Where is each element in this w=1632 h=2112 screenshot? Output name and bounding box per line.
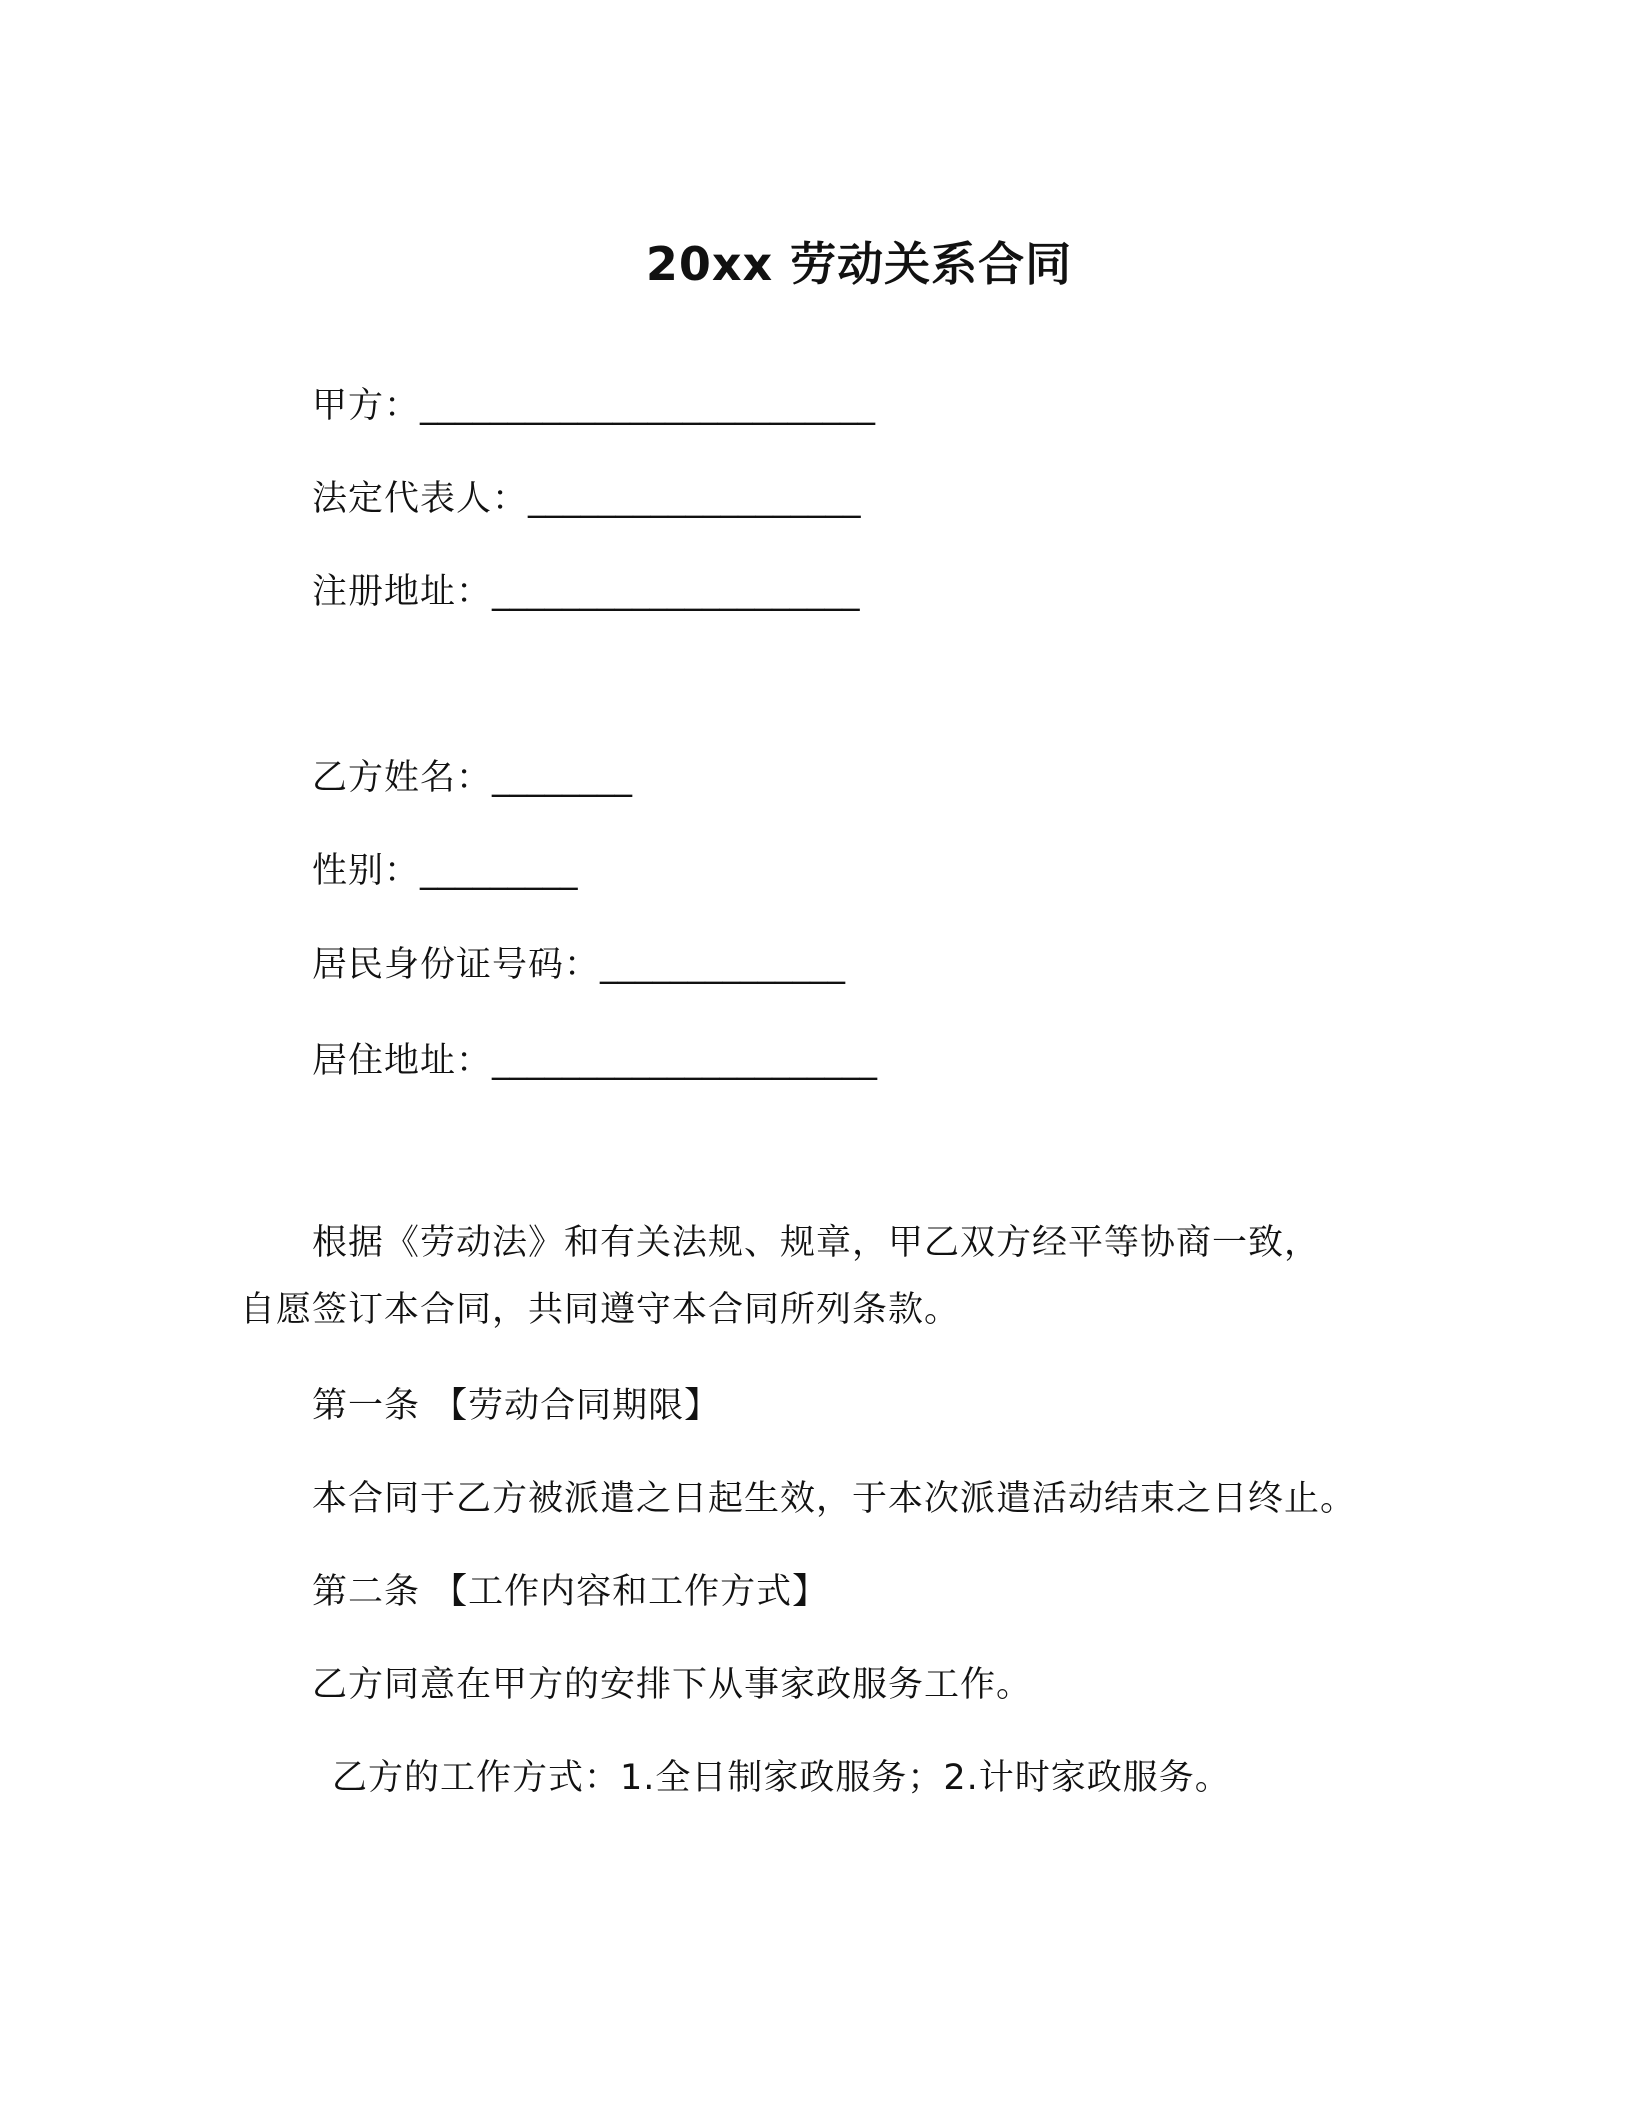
party-b-id-line xyxy=(312,940,845,990)
party-a-rep-blank: ___________________ xyxy=(528,479,861,519)
document-title: 20xx 劳动关系合同 xyxy=(645,237,1073,291)
party-b-gender-line xyxy=(312,846,578,896)
party-b-addr-label: 居住地址： xyxy=(312,1041,493,1081)
article-2-text-2: 乙方的工作方式：1.全日制家政服务；2.计时家政服务。 xyxy=(332,1758,1231,1798)
party-b-name-label: 乙方姓名： xyxy=(312,758,493,798)
article-2-text-1: 乙方同意在甲方的安排下从事家政服务工作。 xyxy=(312,1665,1033,1705)
preamble-line-1: 根据《劳动法》和有关法规、规章，甲乙双方经平等协商一致， xyxy=(312,1223,1321,1263)
article-1-heading: 第一条 【劳动合同期限】 xyxy=(312,1386,721,1426)
party-b-id-blank: ______________ xyxy=(600,945,846,985)
party-b-gender-blank: _________ xyxy=(420,851,578,891)
party-a-addr-label: 注册地址： xyxy=(312,572,493,612)
article-2-heading: 第二条 【工作内容和工作方式】 xyxy=(312,1572,829,1612)
party-a-addr-line xyxy=(312,567,860,617)
article-1-text: 本合同于乙方被派遣之日起生效，于本次派遣活动结束之日终止。 xyxy=(312,1479,1357,1519)
party-b-name-blank: ________ xyxy=(492,758,633,798)
preamble-line-2: 自愿签订本合同，共同遵守本合同所列条款。 xyxy=(240,1290,961,1330)
party-a-addr-blank: _____________________ xyxy=(492,572,860,612)
party-b-gender-label: 性别： xyxy=(312,851,421,891)
party-b-name-line xyxy=(312,753,632,803)
party-a-name-blank: __________________________ xyxy=(420,386,876,426)
party-b-addr-blank: ______________________ xyxy=(492,1041,878,1081)
party-a-rep-line xyxy=(312,474,861,524)
party-b-addr-line xyxy=(312,1036,877,1086)
party-a-rep-label: 法定代表人： xyxy=(312,479,529,519)
party-a-name-label: 甲方： xyxy=(312,386,421,426)
party-b-id-label: 居民身份证号码： xyxy=(312,945,601,985)
party-a-name-line xyxy=(312,381,875,431)
